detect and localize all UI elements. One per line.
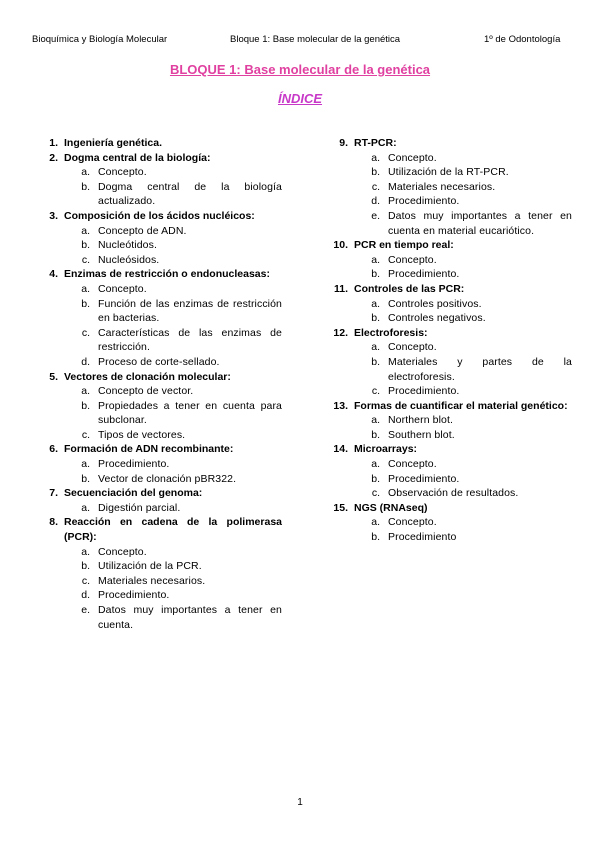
section-heading	[322, 326, 572, 341]
index-heading: ÍNDICE	[277, 91, 323, 106]
list-item	[32, 326, 282, 355]
section-items	[32, 457, 282, 486]
item-text: Propiedades a tener en cuenta para subclonar.	[98, 399, 282, 427]
item-text: Datos muy importantes a tener en cuenta en material eucariótico.	[388, 209, 572, 237]
section-items	[32, 165, 282, 209]
item-text: Concepto.	[388, 516, 437, 529]
item-letter: d.	[81, 589, 90, 602]
item-text: Concepto de vector.	[98, 385, 194, 398]
item-text: Nucleótidos.	[98, 239, 157, 252]
item-letter: b.	[371, 268, 380, 281]
list-item	[322, 472, 572, 487]
item-letter: a.	[81, 166, 90, 179]
item-letter: a.	[371, 253, 380, 266]
list-item	[322, 384, 572, 399]
list-item	[32, 457, 282, 472]
item-text: Concepto.	[98, 282, 147, 295]
section-title: Reacción en cadena de la polimerasa (PCR):	[64, 516, 282, 544]
index-section	[32, 151, 282, 209]
section-heading	[32, 151, 282, 166]
section-number: 10.	[333, 239, 348, 252]
section-number: 9.	[339, 137, 348, 149]
list-item	[322, 151, 572, 166]
item-letter: b.	[81, 560, 90, 573]
item-letter: b.	[371, 428, 380, 441]
item-text: Concepto.	[388, 458, 437, 471]
list-item	[32, 559, 282, 574]
list-item	[32, 603, 282, 632]
item-text: Tipos de vectores.	[98, 428, 186, 441]
list-item	[32, 428, 282, 443]
list-item	[32, 297, 282, 326]
list-item	[322, 515, 572, 530]
list-item	[322, 340, 572, 355]
section-number: 1.	[49, 137, 58, 149]
index-section	[32, 209, 282, 267]
item-text: Utilización de la RT-PCR.	[388, 166, 509, 179]
list-item	[322, 267, 572, 282]
item-text: Controles negativos.	[388, 312, 486, 325]
index-section	[322, 501, 572, 545]
section-items	[322, 515, 572, 544]
section-items	[32, 384, 282, 442]
item-text: Dogma central de la biología actualizado.	[98, 180, 282, 208]
item-letter: a.	[81, 282, 90, 295]
section-title: Vectores de clonación molecular:	[64, 370, 231, 383]
item-letter: a.	[371, 414, 380, 427]
item-letter: b.	[371, 472, 380, 485]
item-letter: b.	[81, 399, 90, 412]
section-number: 12.	[333, 326, 348, 339]
item-text: Digestión parcial.	[98, 501, 181, 514]
list-item	[32, 253, 282, 268]
list-item	[322, 180, 572, 195]
item-text: Concepto.	[388, 151, 437, 164]
section-title: PCR en tiempo real:	[354, 239, 454, 252]
item-letter: a.	[371, 151, 380, 164]
item-text: Procedimiento.	[388, 268, 460, 281]
section-title: RT-PCR:	[354, 137, 397, 149]
section-items	[32, 545, 282, 633]
section-items	[322, 413, 572, 442]
section-number: 5.	[49, 370, 58, 383]
list-item	[32, 224, 282, 239]
section-heading	[32, 515, 282, 544]
item-text: Procedimiento.	[388, 195, 460, 208]
list-item	[32, 545, 282, 560]
section-title: Formación de ADN recombinante:	[64, 443, 234, 456]
section-number: 4.	[49, 268, 58, 281]
page-number: 1	[297, 797, 303, 808]
list-item	[322, 253, 572, 268]
item-letter: c.	[371, 385, 380, 398]
index-section	[322, 282, 572, 326]
index-column-right	[322, 136, 572, 545]
item-letter: c.	[371, 180, 380, 193]
section-number: 2.	[49, 151, 58, 164]
item-text: Concepto.	[388, 253, 437, 266]
list-item	[322, 413, 572, 428]
section-heading	[32, 209, 282, 224]
section-number: 15.	[333, 501, 348, 514]
item-text: Proceso de corte-sellado.	[98, 355, 220, 368]
list-item	[322, 209, 572, 238]
section-items	[322, 297, 572, 326]
item-text: Concepto de ADN.	[98, 224, 187, 237]
section-heading	[322, 282, 572, 297]
item-text: Southern blot.	[388, 428, 455, 441]
item-text: Concepto.	[98, 166, 147, 179]
section-title: NGS (RNAseq)	[354, 501, 428, 514]
index-section	[322, 442, 572, 500]
item-letter: b.	[371, 355, 380, 368]
list-item	[322, 457, 572, 472]
list-item	[32, 588, 282, 603]
index-section	[32, 442, 282, 486]
item-letter: d.	[371, 195, 380, 208]
item-letter: b.	[81, 472, 90, 485]
section-title: Enzimas de restricción o endonucleasas:	[64, 268, 270, 281]
section-heading	[322, 238, 572, 253]
section-title: Microarrays:	[354, 443, 418, 456]
section-title: Controles de las PCR:	[354, 282, 465, 295]
section-items	[32, 224, 282, 268]
index-section	[32, 267, 282, 369]
item-text: Northern blot.	[388, 414, 454, 427]
list-item	[322, 194, 572, 209]
section-items	[32, 501, 282, 516]
index-section	[322, 326, 572, 399]
section-items	[322, 151, 572, 239]
index-section	[32, 136, 282, 151]
list-item	[32, 574, 282, 589]
section-heading	[32, 370, 282, 385]
list-item	[32, 282, 282, 297]
header-course: Bioquímica y Biología Molecular	[32, 34, 168, 45]
list-item	[32, 355, 282, 370]
index-section	[322, 136, 572, 238]
list-item	[32, 501, 282, 516]
item-text: Procedimiento.	[98, 458, 170, 471]
item-text: Concepto.	[98, 545, 147, 558]
document-title: BLOQUE 1: Base molecular de la genética	[169, 62, 431, 77]
item-text: Procedimiento.	[388, 385, 460, 398]
item-text: Utilización de la PCR.	[98, 560, 202, 573]
item-letter: b.	[371, 166, 380, 179]
item-letter: a.	[371, 516, 380, 529]
item-text: Vector de clonación pBR322.	[98, 472, 237, 485]
item-letter: a.	[81, 458, 90, 471]
item-text: Procedimiento	[388, 531, 457, 544]
item-text: Características de las enzimas de restricción.	[98, 326, 282, 354]
list-item	[322, 355, 572, 384]
section-heading	[32, 136, 282, 151]
item-letter: b.	[81, 297, 90, 310]
section-items	[322, 457, 572, 501]
section-heading	[322, 501, 572, 516]
item-text: Observación de resultados.	[388, 487, 519, 500]
item-letter: c.	[81, 326, 90, 339]
list-item	[322, 530, 572, 545]
index-section	[32, 486, 282, 515]
item-letter: a.	[81, 224, 90, 237]
item-letter: a.	[371, 458, 380, 471]
item-text: Materiales necesarios.	[388, 180, 496, 193]
item-letter: b.	[81, 239, 90, 252]
item-letter: e.	[81, 604, 90, 616]
section-number: 7.	[49, 487, 58, 500]
section-heading	[322, 399, 572, 414]
section-number: 13.	[333, 399, 348, 412]
section-title: Composición de los ácidos nucléicos:	[64, 209, 255, 222]
item-letter: a.	[371, 297, 380, 310]
list-item	[32, 165, 282, 180]
index-section	[32, 515, 282, 632]
section-heading	[322, 136, 572, 151]
item-letter: d.	[81, 355, 90, 368]
section-title: Electroforesis:	[354, 326, 428, 339]
item-text: Materiales y partes de la electroforesis.	[388, 355, 572, 383]
item-letter: c.	[371, 487, 380, 500]
header-block: Bloque 1: Base molecular de la genética	[230, 34, 401, 45]
list-item	[322, 486, 572, 501]
index-column-left	[32, 136, 282, 632]
section-heading	[32, 486, 282, 501]
list-item	[32, 472, 282, 487]
list-item	[32, 399, 282, 428]
item-letter: a.	[371, 341, 380, 354]
list-item	[322, 311, 572, 326]
section-title: Dogma central de la biología:	[64, 151, 211, 164]
section-heading	[32, 442, 282, 457]
list-item	[322, 165, 572, 180]
list-item	[32, 180, 282, 209]
section-title: Ingeniería genética.	[64, 137, 163, 149]
item-letter: b.	[81, 180, 90, 193]
section-items	[322, 253, 572, 282]
item-text: Procedimiento.	[98, 589, 170, 602]
item-text: Función de las enzimas de restricción en bacterias.	[98, 297, 282, 325]
section-number: 8.	[49, 516, 58, 529]
item-letter: b.	[371, 531, 380, 544]
item-letter: c.	[81, 253, 90, 266]
item-letter: a.	[81, 501, 90, 514]
item-text: Nucleósidos.	[98, 253, 160, 266]
item-letter: a.	[81, 545, 90, 558]
item-letter: b.	[371, 312, 380, 325]
item-text: Concepto.	[388, 341, 437, 354]
section-number: 11.	[333, 282, 348, 295]
item-text: Controles positivos.	[388, 297, 482, 310]
item-letter: e.	[371, 209, 380, 222]
list-item	[32, 384, 282, 399]
section-number: 3.	[49, 209, 58, 222]
header-year: 1º de Odontología	[484, 34, 561, 45]
index-section	[322, 238, 572, 282]
list-item	[322, 297, 572, 312]
section-title: Formas de cuantificar el material genético:	[354, 399, 568, 412]
section-title: Secuenciación del genoma:	[64, 487, 203, 500]
item-letter: a.	[81, 385, 90, 398]
section-heading	[322, 442, 572, 457]
list-item	[32, 238, 282, 253]
item-text: Datos muy importantes a tener en cuenta.	[98, 604, 282, 631]
list-item	[322, 428, 572, 443]
index-section	[322, 399, 572, 443]
item-text: Procedimiento.	[388, 472, 460, 485]
index-section	[32, 370, 282, 443]
section-number: 14.	[333, 443, 348, 456]
section-items	[32, 282, 282, 370]
section-items	[322, 340, 572, 398]
section-heading	[32, 267, 282, 282]
item-text: Materiales necesarios.	[98, 574, 206, 587]
item-letter: c.	[81, 428, 90, 441]
section-number: 6.	[49, 443, 58, 456]
item-letter: c.	[81, 574, 90, 587]
